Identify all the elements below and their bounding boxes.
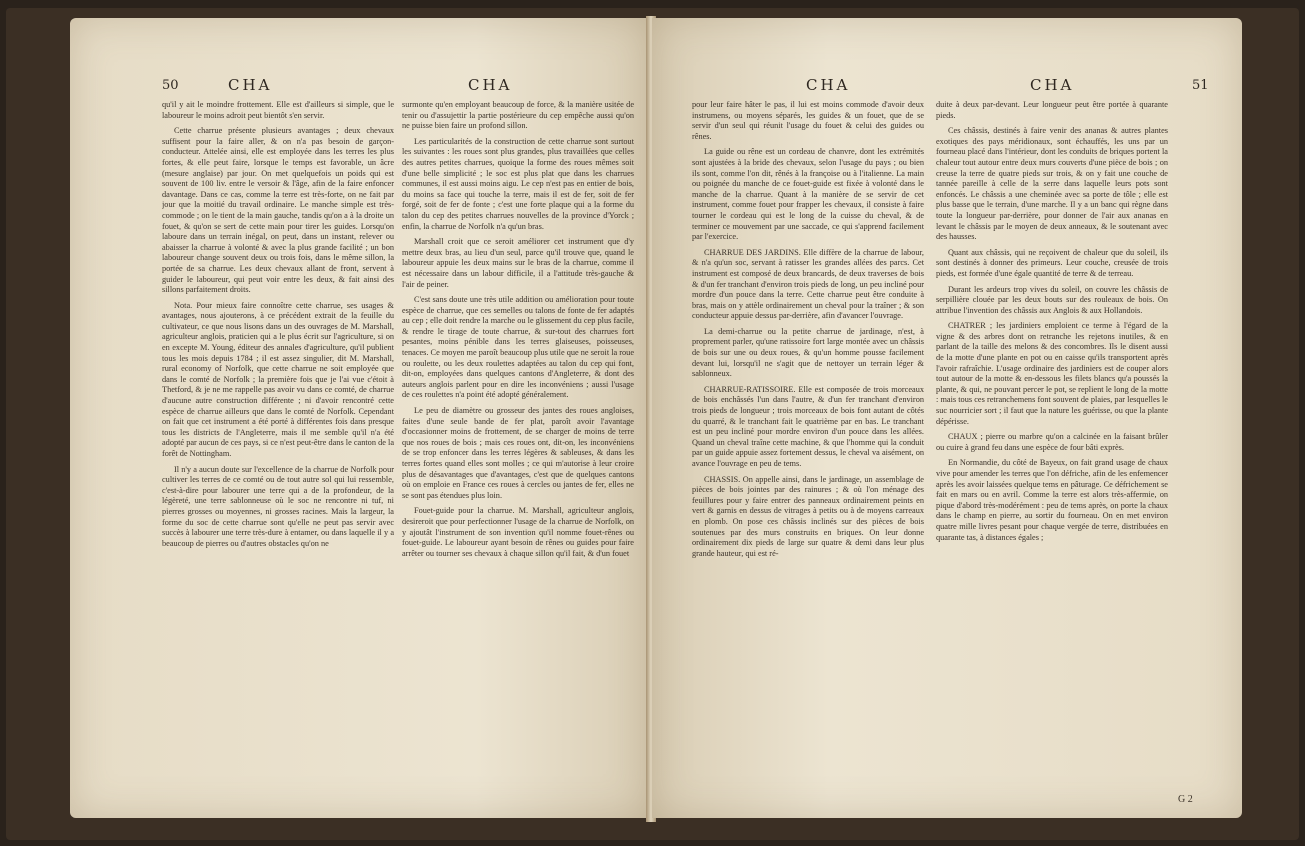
paragraph: Cette charrue présente plusieurs avantages ; deux chevaux suffisent pour la faire aller, & on n'a pas besoin de garçon-conducteur. Attelée ainsi, elle est employée dans les terres les plus fortes, & elle peut faire, lorsque le temps est favorable, un âcre (mesure anglaise) par jour. On met quelquefois un poids qui est souvent de 100 liv. entre le versoir & l'âge, afin de la faire enfoncer davantage. Dans ce cas, comme la terre est très-forte, on ne fait par jour que la moitié du travail ordinaire. Le manche simple est très-commode ; on le tient de la main gauche, tandis qu'on a à la droite un fouet, & qu'on se sert de cette main pour tirer les guides. Lorsqu'on laboure dans un terrain inégal, on peut, dans un instant, relever ou abaisser la charrue à volonté & avec la plus grande facilité ; un bon laboureur change souvent deux ou trois fois, dans le même sillon, la portée de sa charrue. Les deux chevaux allant de front, servent à guider le laboureur, qui peut voir entre les deux, & fait ainsi des sillons parfaitement droits. — [162, 126, 394, 295]
paragraph: Le peu de diamètre ou grosseur des jantes des roues angloises, faites d'une seule bande de fer plat, paroît avoir l'avantage d'occasionner moins de frottement, de se charger de moins de terre que nos roues de bois ; mais ces roues ont, dit-on, les inconvéniens de se trop enfoncer dans les terres légères & sableuses, & dans les terres fortes quand elles sont molles ; ce qui m'autorise à leur croire plus de désavantages que d'avantages, c'est que de quelques cantons où on emploie en France ces roues à cercles ou jantes de fer, elles ne se sont pas étendues plus loin. — [402, 406, 634, 500]
paragraph: Il n'y a aucun doute sur l'excellence de la charrue de Norfolk pour cultiver les terres de ce comté ou de tout autre sol qui lui ressemble, c'est-à-dire pour labourer une terre qui a de la profondeur, de la légèreté, une terre sablonneuse où le soc ne rencontre ni tuf, ni pierres grosses ou moyennes, ni grosses racines. Mais la largeur, la forme du soc de cette charrue sont qu'elle ne peut pas servir avec succès à labourer une terre très-dure à entamer, ou dans laquelle il y a beaucoup de pierres ou d'autres obstacles qu'on ne — [162, 464, 394, 548]
text-column-1 — [162, 100, 394, 790]
page-number: 50 — [162, 78, 179, 93]
paragraph: Durant les ardeurs trop vives du soleil, on couvre les châssis de serpillière clouée par les deux bouts sur des rouleaux de bois. On attribue l'invention des châssis aux Anglois & aux Hollandois. — [936, 284, 1168, 315]
paragraph: pour leur faire hâter le pas, il lui est moins commode d'avoir deux instrumens, ou moyens séparés, les guides & un fouet, que de se servir d'un seul qui réunit l'usage du fouet & celui des guides ou rênes. — [692, 100, 924, 141]
running-header-right: CHA — [468, 76, 513, 94]
paragraph: C'est sans doute une très utile addition ou amélioration pour toute espèce de charrue, que ces semelles ou talons de fonte de fer adaptés au cep ; elle doit rendre la marche ou le glissement du cep plus facile, & rendre le tirage de toute charrue, & sur-tout des charrues fort pesantes, moins pénible dans les terres glaiseuses, poisseuses, tenaces. Ce moyen me paroît beaucoup plus utile que ne seroit la roue ou roulette, ou les deux roulettes adaptées au talon du cep qui font, dit-on, employées dans quelques cantons d'Angleterre, & dont des auteurs anglois parlent pour en dire les inconvéniens ; aussi l'usage de ces roulettes n'a point été adopté généralement. — [402, 295, 634, 400]
paragraph: CHATRER ; les jardiniers emploient ce terme à l'égard de la vigne & des arbres dont on retranche les rejetons inutiles, & en parlant de la taille des melons & des concombres. Ils le disent aussi de la motte d'une plante en pot ou en caisse qu'ils transportent après l'avoir rafraîchie. L'usage ordinaire des jardiniers est de couper alors tout autour de la motte & en-dessous les filets blancs qu'a poussés la plante, & qui, ne pouvant percer le pot, se replient le long de la motte : mais tous ces retranchemens font souvent de plaies, par lesquelles le suc nourricier sort ; il faut que la nature les guérisse, ou que la plante dépérisse. — [936, 321, 1168, 426]
paragraph: duite à deux par-devant. Leur longueur peut être portée à quarante pieds. — [936, 100, 1168, 120]
paragraph: La guide ou rêne est un cordeau de chanvre, dont les extrémités sont ajustées à la bride des chevaux, selon l'usage du pays ; ou bien ils sont, comme l'on dit, rênés à la françoise ou à l'italienne. La main ou poignée du manche de ce fouet-guide est fixée à volonté dans le manche de la charrue. Quant à la manière de se servir de cet instrument, comme fouet pour frapper les chevaux, il consiste à faire tourner le cordeau qui est le long de la cuisse du cheval, & de terminer ce mouvement par une saccade, ce qui s'apprend facilement par l'exercice. — [692, 147, 924, 242]
paragraph: qu'il y ait le moindre frottement. Elle est d'ailleurs si simple, que le laboureur le moins adroit peut bientôt s'en servir. — [162, 100, 394, 120]
left-page — [70, 18, 650, 818]
paragraph: CHARRUE-RATISSOIRE. Elle est composée de trois morceaux de bois enchâssés l'un dans l'autre, & d'un fer tranchant d'environ trois pieds de longueur ; trois morceaux de bois font autant de côtés du quarré, & le tranchant fait le quatrième par en bas. Le tranchant est un peu incliné pour mordre environ d'un pouce dans les allées. Quand un cheval traîne cette machine, & que l'homme qui la conduit par un guide appuie assez fortement dessus, le cheval va aisément, on avance l'ouvrage en peu de tems. — [692, 384, 924, 468]
running-header-right: CHA — [1030, 76, 1075, 94]
text-column-2 — [402, 100, 634, 790]
text-column-2 — [936, 100, 1168, 790]
paragraph: CHARRUE DES JARDINS. Elle diffère de la charrue de labour, & n'a qu'un soc, servant à ratisser les grandes allées des parcs. Cet instrument est composé de deux brancards, de deux traverses de bois & d'un fer tranchant d'environ trois pieds de long, un peu incliné pour mordre d'un pouce dans la terre. Cette charrue peut être conduite à bras, mais on y attèle ordinairement un cheval pour la traîner ; & son conducteur appuie dessus par-derrière, afin d'avancer l'ouvrage. — [692, 247, 924, 321]
signature-mark: G 2 — [1178, 794, 1193, 805]
paragraph: Ces châssis, destinés à faire venir des ananas & autres plantes exotiques des pays méridionaux, sont échauffés, les uns par un fourneau placé dans l'intérieur, dont les conduits de briques portent la chaleur tout autour entre deux murs couverts d'une pièce de bois ; on creuse la terre de quatre pieds sur trois, & on y fait une couche de tannée pareille à celle de la serre dans laquelle leurs pots sont enfoncés. Le châssis a une cheminée avec sa porte de tôle ; elle est plus basse que le terrain, d'une marche. Il y a un banc qui règne dans toute la longueur par-derrière, pour donner de l'air aux ananas en levant le châssis par le moyen de deux anneaux, & le soutenant avec des hausses. — [936, 126, 1168, 242]
paragraph: Les particularités de la construction de cette charrue sont surtout les suivantes : les roues sont plus grandes, plus travaillées que celles des autres petites charrues, quoique la forme des roues mêmes soit d'une belle simplicité ; le soc est plus plat que dans les charrues communes, il est aussi moins aigu. Le cep n'est pas en entier de bois, du moins sa face qui touche la terre, mais il est de fer, soit de fer forgé, soit de fer de fonte ; c'est une forte plaque qui a la forme du talon du cep des petites charrues nouvelles de la province d'Yorck ; enfin, la charrue de Norfolk n'a qu'un bras. — [402, 136, 634, 231]
paragraph: CHAUX ; pierre ou marbre qu'on a calcinée en la faisant brûler ou cuire à grand feu dans une espèce de four bâti exprès. — [936, 432, 1168, 452]
paragraph: Quant aux châssis, qui ne reçoivent de chaleur que du soleil, ils sont destinés à donner des primeurs. Leur couche, creusée de trois pieds, est formée d'une égale quantité de terre & de terreau. — [936, 247, 1168, 278]
running-header-left: CHA — [806, 76, 851, 94]
running-header-left: CHA — [228, 76, 273, 94]
paragraph: surmonte qu'en employant beaucoup de force, & la manière usitée de tenir ou d'assujettir la partie postérieure du cep empêche aussi qu'on ne puisse bien faire un profond sillon. — [402, 100, 634, 131]
paragraph: La demi-charrue ou la petite charrue de jardinage, n'est, à proprement parler, qu'une ratissoire fort large montée avec un châssis de bois sur une ou deux roues, & qu'un homme pousse facilement devant lui, lorsqu'il ne s'agit que de nettoyer un terrain léger & sablonneux. — [692, 326, 924, 379]
page-number: 51 — [1192, 78, 1209, 93]
paragraph: CHASSIS. On appelle ainsi, dans le jardinage, un assemblage de pièces de bois jointes par des rainures ; & où l'on ménage des feuillures pour y faire entrer des panneaux ordinairement peints en vert & garnis en dessus de vitrages à petits ou à de moyens carreaux en plomb. On pose ces châssis inclinés sur des pièces de bois soutenues par des murs construits en briques. On leur donne ordinairement dix pieds de large sur quatre & demi dans leur plus grande hauteur, qui est ré- — [692, 474, 924, 558]
paragraph: En Normandie, du côté de Bayeux, on fait grand usage de chaux vive pour amender les terres que l'on défriche, afin de les enfemencer après les avoir laissées quelque tems en pâturage. Ce défrichement se fait en mars ou en avril. Comme la terre est alors très-affermie, on pique d'abord très-modérément : peu de tems après, on porte la chaux dans le champ en pierre, au sortir du fourneau. On en met environ quatre mille livres pesant pour chaque vergée de terre, distribuées en quarante tas, à distances égales ; — [936, 458, 1168, 542]
paragraph: Nota. Pour mieux faire connoître cette charrue, ses usages & avantages, nous ajouterons, à ce précédent extrait de la feuille du cultivateur, ce que nous lisons dans un des ouvrages de M. Marshall, agriculteur anglois, praticien qui a le plus écrit sur l'agriculture, si on en excepte M. Young, éditeur des annales d'agriculture, qu'il publient tous les mois depuis 1784 ; il est assez singulier, dit M. Marshall, rural economy of Norfolk, que cette charrue ne soit employée que dans le comté de Norfolk ; la première fois que je l'ai vue c'étoit à Thetford, & je ne me rappelle pas avoir vu dans ce comté, de charrue d'aucune autre construction différente ; ni d'avoir rencontré cette espèce de charrue ailleurs que dans le comté de Norfolk. Cependant on fait que cet instrument a été porté à différentes fois dans presque tous les districts de l'Angleterre, mais il me semble qu'il n'a été adopté par aucun de ces pays, si ce n'est peut-être dans le canton de la forêt de Nottingham. — [162, 300, 394, 458]
right-page — [652, 18, 1242, 818]
paragraph: Fouet-guide pour la charrue. M. Marshall, agriculteur anglois, desireroit que pour perfectionner l'usage de la charrue de Norfolk, on y ajoutât l'instrument de son invention qu'il nomme fouet-rênes ou fouet-guide. Le laboureur ayant besoin de rênes ou guides pour faire arrêter ou tourner ses chevaux à chaque sillon qu'il fait, & d'un fouet — [402, 506, 634, 558]
text-column-1 — [692, 100, 924, 790]
paragraph: Marshall croit que ce seroit améliorer cet instrument que d'y mettre deux bras, au lieu d'un seul, parce qu'il trouve que, quand le laboureur appuie les deux mains sur le bras de la charrue, comme il est nécessaire dans un labour difficile, il a l'attitude très-gauche & l'air de peiner. — [402, 237, 634, 289]
